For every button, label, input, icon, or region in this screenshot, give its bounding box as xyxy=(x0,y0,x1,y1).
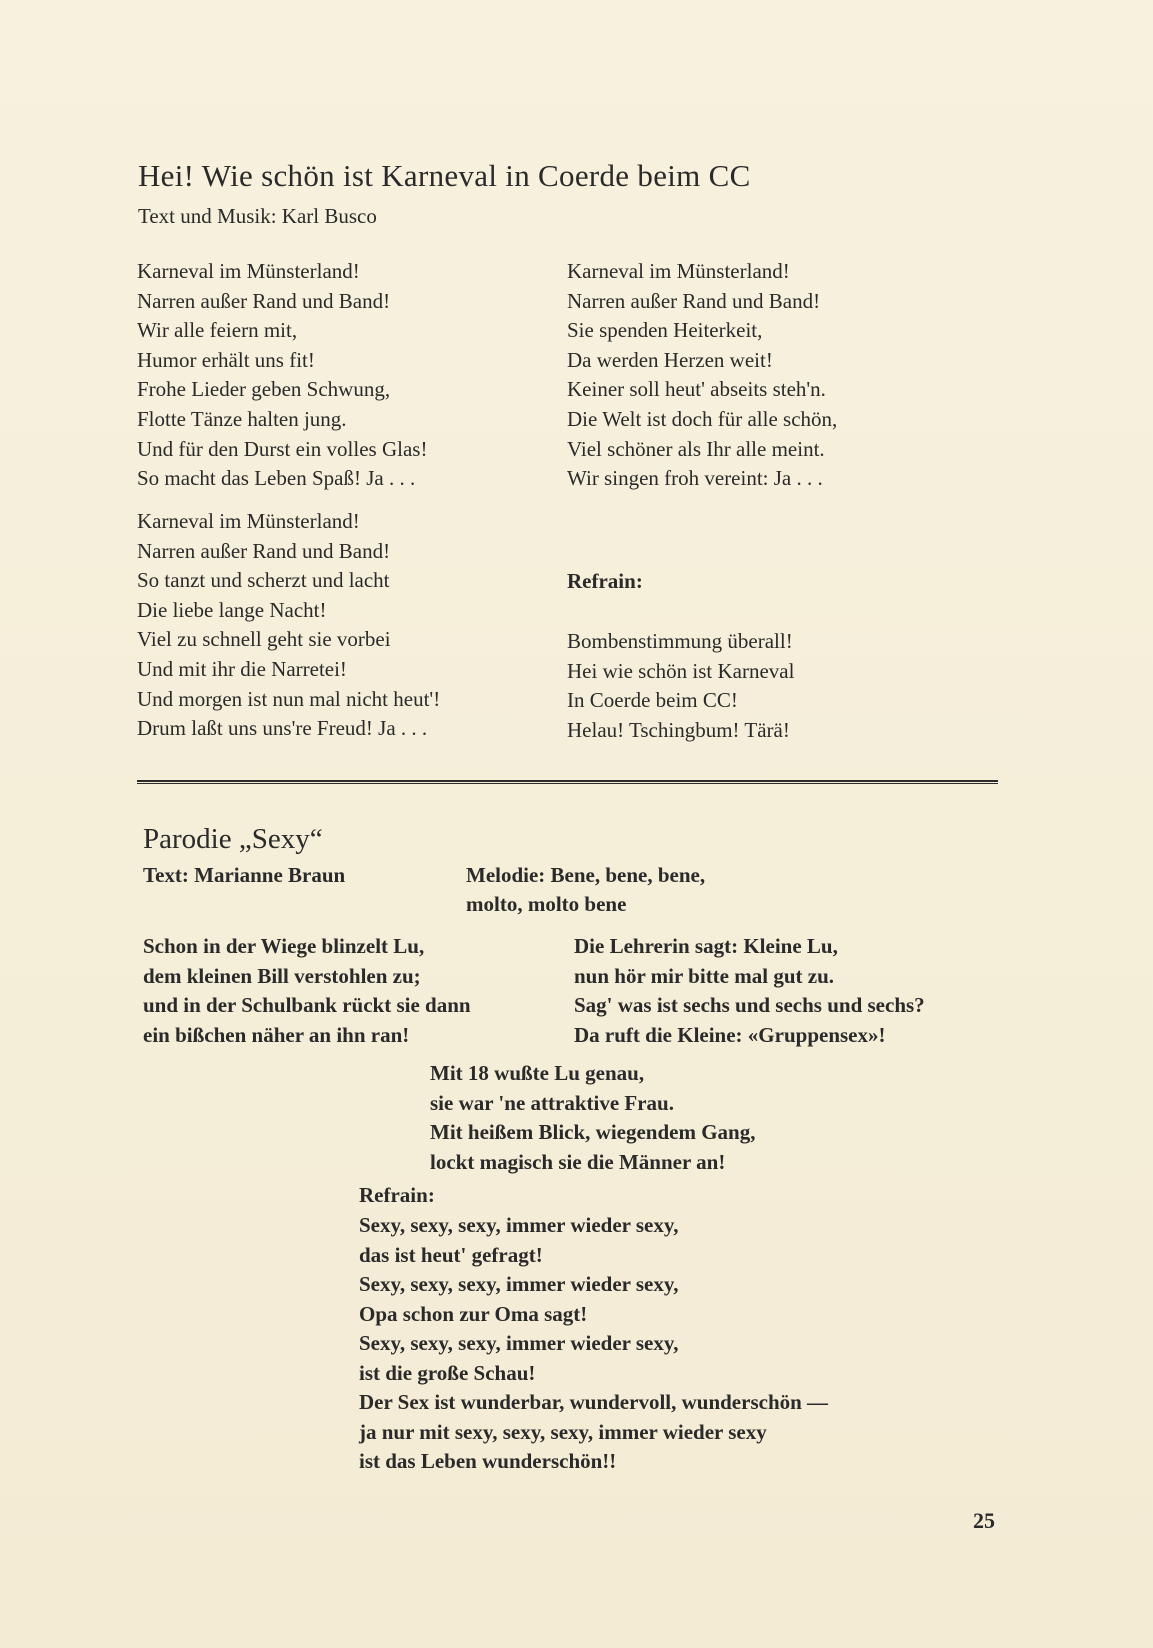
song2-text-credit: Text: Marianne Braun xyxy=(143,863,346,887)
verse-line: Sag' was ist sechs und sechs und sechs? xyxy=(574,993,925,1017)
verse-line: dem kleinen Bill verstohlen zu; xyxy=(143,963,421,988)
refrain-line: Sexy, sexy, sexy, immer wieder sexy, xyxy=(359,1331,679,1355)
refrain-line: ist die große Schau! xyxy=(359,1360,536,1385)
verse-line: Wir alle feiern mit, xyxy=(137,318,298,343)
refrain-line: Bombenstimmung überall! xyxy=(567,629,793,653)
verse-line: sie war 'ne attraktive Frau. xyxy=(430,1090,674,1115)
song1-verse3 xyxy=(567,257,837,494)
verse-line: Narren außer Rand und Band! xyxy=(137,538,391,563)
verse-line: Mit 18 wußte Lu genau, xyxy=(430,1061,645,1085)
song1-refrain xyxy=(567,627,794,745)
refrain-line: ist das Leben wunderschön!! xyxy=(359,1449,617,1473)
song2-verse2 xyxy=(574,932,925,1050)
verse-line: Da werden Herzen weit! xyxy=(567,347,773,372)
refrain-line: Sexy, sexy, sexy, immer wieder sexy, xyxy=(359,1272,679,1296)
verse-line: lockt magisch sie die Männer an! xyxy=(430,1149,726,1174)
verse-line: ein bißchen näher an ihn ran! xyxy=(143,1022,410,1047)
song1-verse1 xyxy=(137,257,427,494)
song1-title: Hei! Wie schön ist Karneval in Coerde beim CC xyxy=(138,158,751,193)
page-number: 25 xyxy=(973,1508,995,1533)
refrain-line: In Coerde beim CC! xyxy=(567,688,738,713)
song2-title: Parodie „Sexy“ xyxy=(143,823,323,855)
refrain-line: Helau! Tschingbum! Tärä! xyxy=(567,717,790,742)
verse-line: Die liebe lange Nacht! xyxy=(137,597,327,622)
verse-line: Mit heißem Blick, wiegendem Gang, xyxy=(430,1120,756,1144)
verse-line: Drum laßt uns uns're Freud! Ja . . . xyxy=(137,716,428,741)
verse-line: Da ruft die Kleine: «Gruppensex»! xyxy=(574,1022,886,1047)
song1-verse2 xyxy=(137,507,440,744)
verse-line: Und für den Durst ein volles Glas! xyxy=(137,436,428,461)
refrain-line: ja nur mit sexy, sexy, sexy, immer wieder sexy xyxy=(359,1419,767,1444)
section-divider xyxy=(137,780,998,784)
song2-verse1 xyxy=(143,932,471,1050)
song2-refrain-label: Refrain: xyxy=(359,1183,435,1207)
verse-line: Frohe Lieder geben Schwung, xyxy=(137,377,391,402)
verse-line: Karneval im Münsterland! xyxy=(137,259,360,283)
verse-line: Humor erhält uns fit! xyxy=(137,347,315,372)
refrain-line: Hei wie schön ist Karneval xyxy=(567,658,795,683)
verse-line: und in der Schulbank rückt sie dann xyxy=(143,993,471,1017)
melody-line: molto, molto bene xyxy=(466,892,627,916)
verse-line: Und morgen ist nun mal nicht heut'! xyxy=(137,686,441,711)
refrain-line: Opa schon zur Oma sagt! xyxy=(359,1301,588,1326)
verse-line: Sie spenden Heiterkeit, xyxy=(567,318,763,343)
song2-refrain xyxy=(359,1211,828,1477)
verse-line: Karneval im Münsterland! xyxy=(137,509,360,533)
verse-line: Narren außer Rand und Band! xyxy=(567,288,821,313)
verse-line: Flotte Tänze halten jung. xyxy=(137,406,347,431)
refrain-line: das ist heut' gefragt! xyxy=(359,1242,543,1267)
refrain-line: Der Sex ist wunderbar, wundervoll, wunderschön — xyxy=(359,1390,829,1414)
verse-line: Karneval im Münsterland! xyxy=(567,259,790,283)
verse-line: Wir singen froh vereint: Ja . . . xyxy=(567,466,823,491)
verse-line: Die Lehrerin sagt: Kleine Lu, xyxy=(574,934,838,958)
verse-line: Keiner soll heut' abseits steh'n. xyxy=(567,377,826,402)
verse-line: So macht das Leben Spaß! Ja . . . xyxy=(137,466,416,491)
verse-line: Viel schöner als Ihr alle meint. xyxy=(567,436,825,461)
verse-line: nun hör mir bitte mal gut zu. xyxy=(574,963,834,988)
melody-line: Melodie: Bene, bene, bene, xyxy=(466,863,706,887)
refrain-line: Sexy, sexy, sexy, immer wieder sexy, xyxy=(359,1213,679,1237)
verse-line: Narren außer Rand und Band! xyxy=(137,288,391,313)
song1-refrain-label: Refrain: xyxy=(567,569,643,593)
verse-line: Schon in der Wiege blinzelt Lu, xyxy=(143,934,425,958)
verse-line: So tanzt und scherzt und lacht xyxy=(137,568,390,593)
song2-verse3 xyxy=(430,1059,755,1177)
song1-credit: Text und Musik: Karl Busco xyxy=(138,204,377,228)
song2-melody-credit xyxy=(466,861,705,919)
verse-line: Viel zu schnell geht sie vorbei xyxy=(137,627,391,652)
verse-line: Die Welt ist doch für alle schön, xyxy=(567,406,838,431)
verse-line: Und mit ihr die Narretei! xyxy=(137,656,347,681)
